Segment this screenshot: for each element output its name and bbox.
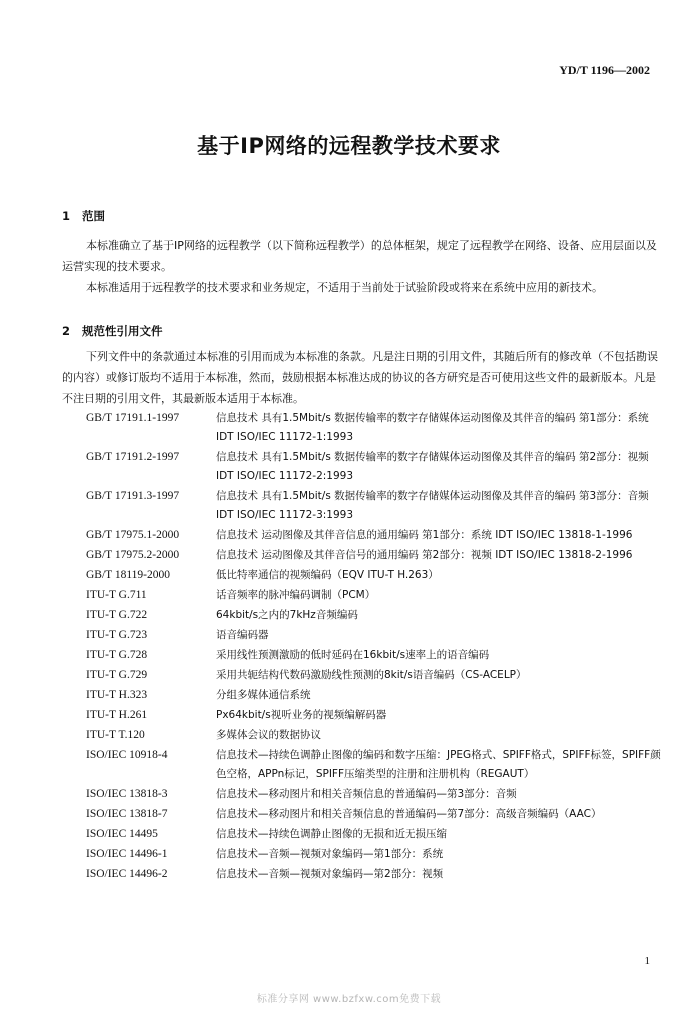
reference-item	[0, 606, 698, 626]
section-1-number: 1	[62, 209, 71, 223]
document-title: 基于IP网络的远程教学技术要求	[197, 134, 501, 158]
reference-title: 语音编码器	[216, 629, 269, 641]
reference-item	[0, 487, 698, 526]
reference-title: 信息技术 具有1.5Mbit/s 数据传输率的数字存储媒体运动图像及其伴音的编码 第2部分：视频 IDT ISO/IEC 11172-2:1993	[216, 451, 649, 482]
reference-code: ITU-T H.261	[86, 709, 148, 721]
section-2-number: 2	[62, 324, 71, 338]
reference-code: ISO/IEC 13818-3	[86, 788, 168, 800]
reference-code: ISO/IEC 14496-1	[86, 848, 168, 860]
reference-item	[0, 666, 698, 686]
reference-title: 分组多媒体通信系统	[216, 689, 311, 701]
reference-item	[0, 805, 698, 825]
reference-code: ITU-T G.722	[86, 609, 148, 621]
reference-code: GB/T 18119-2000	[86, 569, 171, 581]
reference-title: 64kbit/s之内的7kHz音频编码	[216, 609, 358, 621]
reference-code: ITU-T G.711	[86, 589, 147, 601]
reference-code: ITU-T T.120	[86, 729, 145, 741]
reference-code: GB/T 17975.1-2000	[86, 529, 180, 541]
reference-title: Px64kbit/s视听业务的视频编解码器	[216, 709, 387, 721]
reference-title: 采用共轭结构代数码激励线性预测的8kit/s语音编码（CS-ACELP）	[216, 669, 527, 681]
reference-code: ITU-T G.728	[86, 649, 148, 661]
scope-paragraph-2: 本标准适用于远程教学的技术要求和业务规定，不适用于当前处于试验阶段或将来在系统中应用的新技术。	[86, 281, 603, 294]
reference-title: 信息技术 运动图像及其伴音信息的通用编码 第1部分：系统 IDT ISO/IEC 13818-1-1996	[216, 529, 633, 541]
watermark-text: 标准分享网 www.bzfxw.com免费下载	[256, 994, 442, 1005]
section-2-heading	[62, 323, 163, 339]
reference-item	[0, 526, 698, 546]
reference-title: 信息技术 具有1.5Mbit/s 数据传输率的数字存储媒体运动图像及其伴音的编码 第3部分：音频 IDT ISO/IEC 11172-3:1993	[216, 490, 649, 521]
reference-item	[0, 566, 698, 586]
reference-title: 信息技术—音频—视频对象编码—第2部分：视频	[216, 868, 444, 880]
reference-item	[0, 865, 698, 885]
reference-title: 信息技术—音频—视频对象编码—第1部分：系统	[216, 848, 444, 860]
normative-references-paragraph: 下列文件中的条款通过本标准的引用而成为本标准的条款。凡是注日期的引用文件，其随后所有的修改单（不包括勘误的内容）或修订版均不适用于本标准，然而，鼓励根据本标准达成的协议的各方研究是否可使用这些文件的最新版本。凡是不注日期的引用文件，其最新版本适用于本标准。	[62, 350, 658, 405]
reference-title: 多媒体会议的数据协议	[216, 729, 321, 741]
reference-item	[0, 845, 698, 865]
reference-code: ISO/IEC 14496-2	[86, 868, 168, 880]
reference-code: ISO/IEC 13818-7	[86, 808, 168, 820]
section-1-heading	[62, 208, 105, 224]
reference-title: 信息技术—移动图片和相关音频信息的普通编码—第7部分：高级音频编码（AAC）	[216, 808, 602, 820]
reference-item	[0, 448, 698, 487]
reference-item	[0, 726, 698, 746]
reference-title: 低比特率通信的视频编码（EQV ITU-T H.263）	[216, 569, 439, 581]
reference-item	[0, 409, 698, 448]
reference-code: GB/T 17191.1-1997	[86, 412, 180, 424]
reference-item	[0, 706, 698, 726]
reference-title: 采用线性预测激励的低时延码在16kbit/s速率上的语音编码	[216, 649, 490, 661]
reference-item	[0, 546, 698, 566]
reference-title: 信息技术—移动图片和相关音频信息的普通编码—第3部分：音频	[216, 788, 517, 800]
section-2-title: 规范性引用文件	[82, 324, 163, 338]
reference-title: 信息技术—持续色调静止图像的编码和数字压缩：JPEG格式、SPIFF格式，SPIFF标签，SPIFF颜色空格，APPn标记，SPIFF压缩类型的注册和注册机构（REGAUT）	[216, 749, 661, 780]
reference-item	[0, 785, 698, 805]
reference-item	[0, 626, 698, 646]
reference-title: 话音频率的脉冲编码调制（PCM）	[216, 589, 376, 601]
reference-item	[0, 686, 698, 706]
reference-code: ITU-T H.323	[86, 689, 148, 701]
reference-item	[0, 646, 698, 666]
scope-paragraph-1: 本标准确立了基于IP网络的远程教学（以下简称远程教学）的总体框架，规定了远程教学在网络、设备、应用层面以及运营实现的技术要求。	[62, 239, 657, 273]
reference-code: ITU-T G.723	[86, 629, 148, 641]
reference-item	[0, 825, 698, 845]
reference-item	[0, 586, 698, 606]
reference-code: ISO/IEC 10918-4	[86, 749, 168, 761]
standard-number: YD/T 1196—2002	[559, 63, 650, 77]
reference-code: GB/T 17191.2-1997	[86, 451, 180, 463]
reference-code: ITU-T G.729	[86, 669, 148, 681]
reference-code: GB/T 17975.2-2000	[86, 549, 180, 561]
reference-title: 信息技术 运动图像及其伴音信号的通用编码 第2部分：视频 IDT ISO/IEC 13818-2-1996	[216, 549, 633, 561]
reference-list	[0, 409, 698, 885]
reference-title: 信息技术 具有1.5Mbit/s 数据传输率的数字存储媒体运动图像及其伴音的编码 第1部分：系统 IDT ISO/IEC 11172-1:1993	[216, 412, 649, 443]
section-1-title: 范围	[82, 209, 105, 223]
page-number: 1	[644, 955, 650, 967]
reference-title: 信息技术—持续色调静止图像的无损和近无损压缩	[216, 828, 447, 840]
reference-code: GB/T 17191.3-1997	[86, 490, 180, 502]
reference-item	[0, 746, 698, 785]
reference-code: ISO/IEC 14495	[86, 828, 158, 840]
